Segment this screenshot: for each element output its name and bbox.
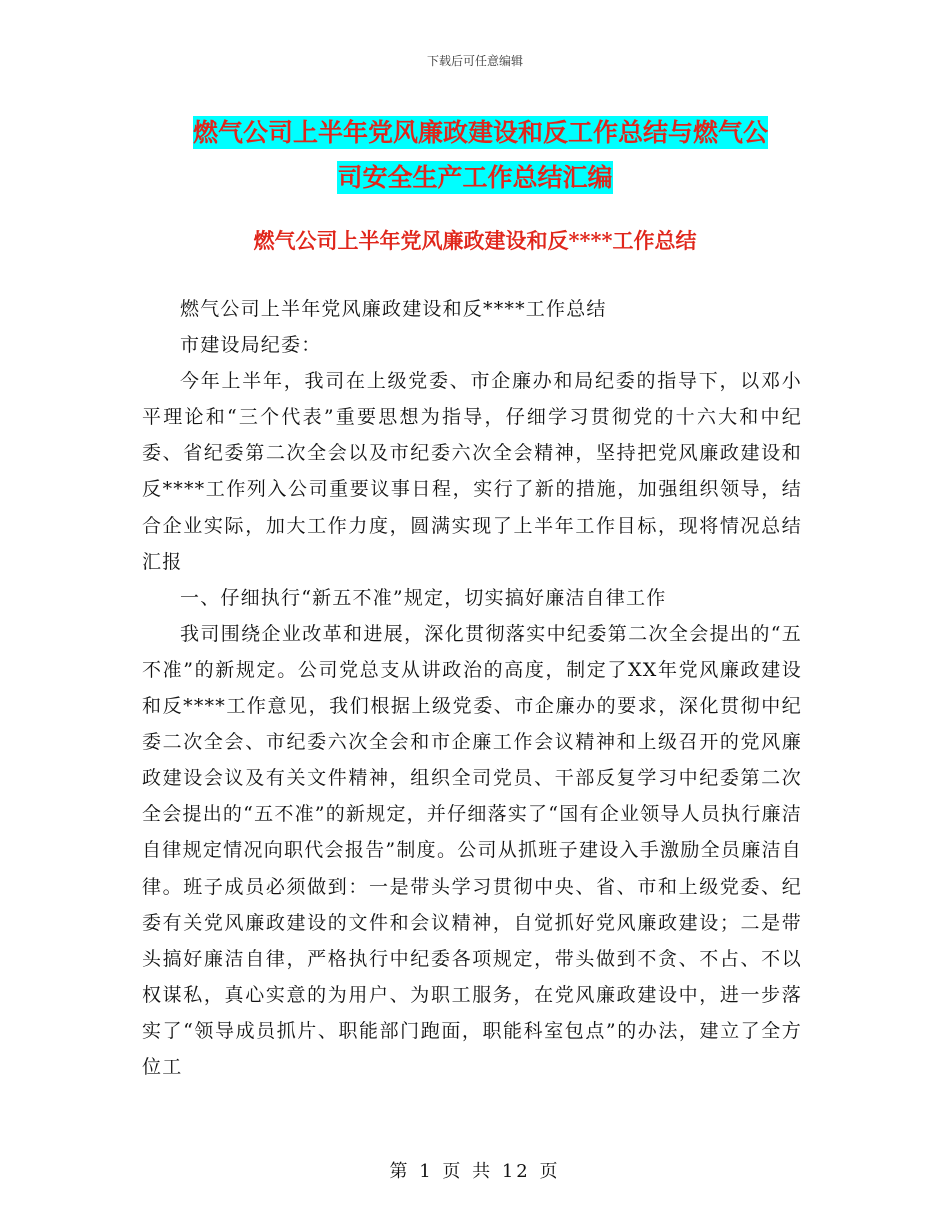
paragraph-subtitle: 燃气公司上半年党风廉政建设和反****工作总结 (180, 298, 607, 320)
paragraph-section-1-body: 我司围绕企业改革和进展，深化贯彻落实中纪委第二次全会提出的“五不准”的新规定。公司党总支从讲政治的高度，制定了XX年党风廉政建设和反****工作意见，我们根据上级党委、市企廉办的要求，深化贯彻中纪委二次全会、市纪委六次全会和市企廉工作会议精神和上级召开的党风廉政建设会议及有关文件精神，组织全司党员、干部反复学习中纪委第二次全会提出的“五不准”的新规定，并仔细落实了“国有企业领导人员执行廉洁自律规定情况向职代会报告”制度。公司从抓班子建设入手激励全员廉洁自律。班子成员必须做到：一是带头学习贯彻中央、省、市和上级党委、纪委有关党风廉政建设的文件和会议精神，自觉抓好党风廉政建设；二是带头搞好廉洁自律，严格执行中纪委各项规定，带头做到不贪、不占、不以权谋私，真心实意的为用户、为职工服务，在党风廉政建设中，进一步落实了“领导成员抓片、职能部门跑面，职能科室包点”的办法，建立了全方位工 (142, 622, 802, 1078)
document-title-text-2: 司安全生产工作总结汇编 (337, 163, 613, 192)
paragraph-addressee: 市建设局纪委： (180, 334, 322, 357)
section-title: 燃气公司上半年党风廉政建设和反****工作总结 (253, 228, 697, 253)
page-footer: 第 1 页 共 12 页 (389, 1161, 561, 1182)
document-body (142, 291, 802, 1085)
document-title-line-1 (148, 113, 848, 149)
paragraph-heading-1: 一、仔细执行“新五不准”规定，切实搞好廉洁自律工作 (180, 586, 667, 609)
document-title-text-1: 燃气公司上半年党风廉政建设和反工作总结与燃气公 (193, 118, 769, 147)
page-header: 下载后可任意编辑 (426, 54, 523, 68)
paragraph-intro: 今年上半年，我司在上级党委、市企廉办和局纪委的指导下，以邓小平理论和“三个代表”重要思想为指导，仔细学习贯彻党的十六大和中纪委、省纪委第二次全会以及市纪委六次全会精神，坚持把党风廉政建设和反****工作列入公司重要议事日程，实行了新的措施，加强组织领导，结合企业实际，加大工作力度，圆满实现了上半年工作目标，现将情况总结汇报 (142, 370, 802, 573)
document-title-line-2 (140, 158, 810, 194)
